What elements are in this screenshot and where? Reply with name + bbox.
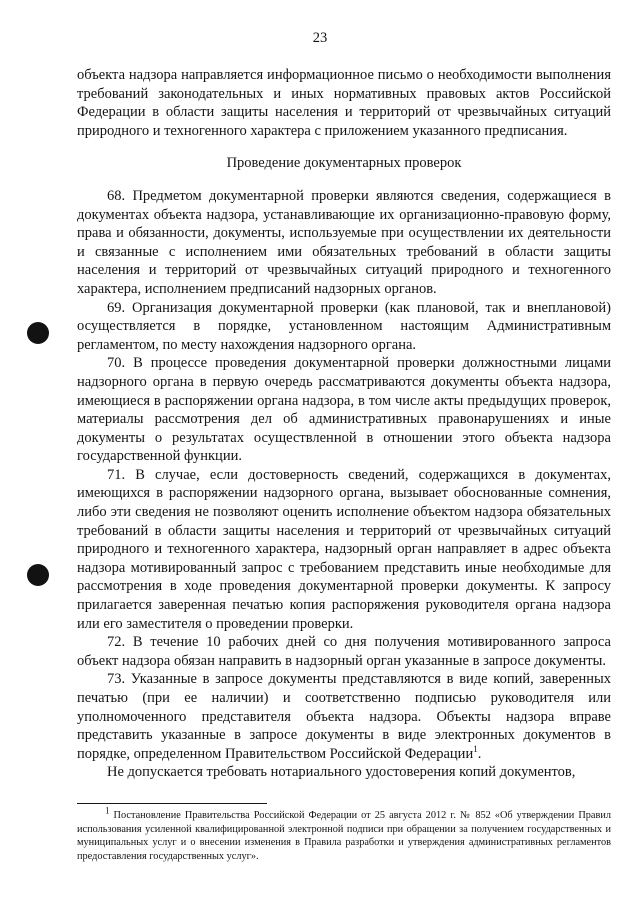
footnote-text: Постановление Правительства Российской Федерации от 25 августа 2012 г. № 852 «Об утверждении Правил использования усиленной квалифицированной электронной подписи при обращении за получением государственных и муниципальных услуг и о внесении изменения в Правила разработки и утверждения административных регламентов предоставления государственных услуг». <box>77 810 611 862</box>
document-body <box>77 66 611 782</box>
section-heading: Проведение документарных проверок <box>226 155 462 172</box>
paragraph-69: 69. Организация документарной проверки (как плановой, так и внеплановой) осуществляется в порядке, установленном настоящим Административным регламентом, по месту нахождения надзорного органа. <box>77 299 611 353</box>
paragraph-70: 70. В процессе проведения документарной проверки должностными лицами надзорного органа в первую очередь рассматриваются документы объекта надзора, имеющиеся в распоряжении органа надзора, в том числе акты предыдущих проверок, материалы рассмотрения дел об административных правонарушениях и иные документы о результатах осуществленной в отношении этого объекта надзора государственной функции. <box>77 355 611 465</box>
footnote-reference: 1 <box>473 743 478 754</box>
paragraph-68: 68. Предметом документарной проверки являются сведения, содержащиеся в документах объекта надзора, устанавливающие их организационно-правовую форму, права и обязанности, документы, используемые при осуществлении их деятельности и связанные с исполнением ими обязательных требований в области защиты населения и территорий от чрезвычайных ситуаций природного и техногенного характера, исполнением предписаний надзорных органов. <box>77 187 611 297</box>
paragraph-71: 71. В случае, если достоверность сведений, содержащихся в документах, имеющихся в распоряжении надзорного органа, вызывает обоснованные сомнения, либо эти сведения не позволяют оценить исполнение объектом надзора обязательных требований в области защиты населения и территорий от чрезвычайных ситуаций природного и техногенного характера, надзорный орган направляет в адрес объекта надзора мотивированный запрос с требованием представить иные необходимые для рассмотрения в ходе проведения документарной проверки документы. К запросу прилагается заверенная печатью копия распоряжения руководителя органа надзора или его заместителя о проведении проверки. <box>77 466 611 632</box>
paragraph-72: 72. В течение 10 рабочих дней со дня получения мотивированного запроса объект надзора обязан направить в надзорный орган указанные в запросе документы. <box>77 634 611 669</box>
page-number: 23 <box>312 30 328 46</box>
footnote <box>77 805 611 863</box>
footnote-body <box>77 805 611 863</box>
punch-hole-top <box>27 322 49 344</box>
paragraph-continuation: Не допускается требовать нотариального удостоверения копий документов, <box>107 764 576 781</box>
paragraph-73-text: 73. Указанные в запросе документы представляются в виде копий, заверенных печатью (при ее наличии) и соответственно подписью руководителя или уполномоченного представителя объекта надзора. Объекты надзора вправе представить указанные в запросе документы в виде электронных документов в порядке, определенном Правительством Российской Федерации <box>77 671 611 762</box>
punch-hole-bottom <box>27 564 49 586</box>
footnote-separator <box>77 803 267 804</box>
paragraph-73: 73. Указанные в запросе документы представляются в виде копий, заверенных печатью (при ее наличии) и соответственно подписью руководителя или уполномоченного представителя объекта надзора. Объекты надзора вправе представить указанные в запросе документы в виде электронных документов в порядке, определенном Правительством Российской Федерации$^1$. <box>77 671 611 762</box>
footnote-marker: 1 <box>105 805 110 816</box>
intro-paragraph: объекта надзора направляется информационное письмо о необходимости выполнения требований законодательных и иных нормативных правовых актов Российской Федерации в области защиты населения и территорий от чрезвычайных ситуаций природного и техногенного характера с приложением указанного предписания. <box>77 67 611 139</box>
